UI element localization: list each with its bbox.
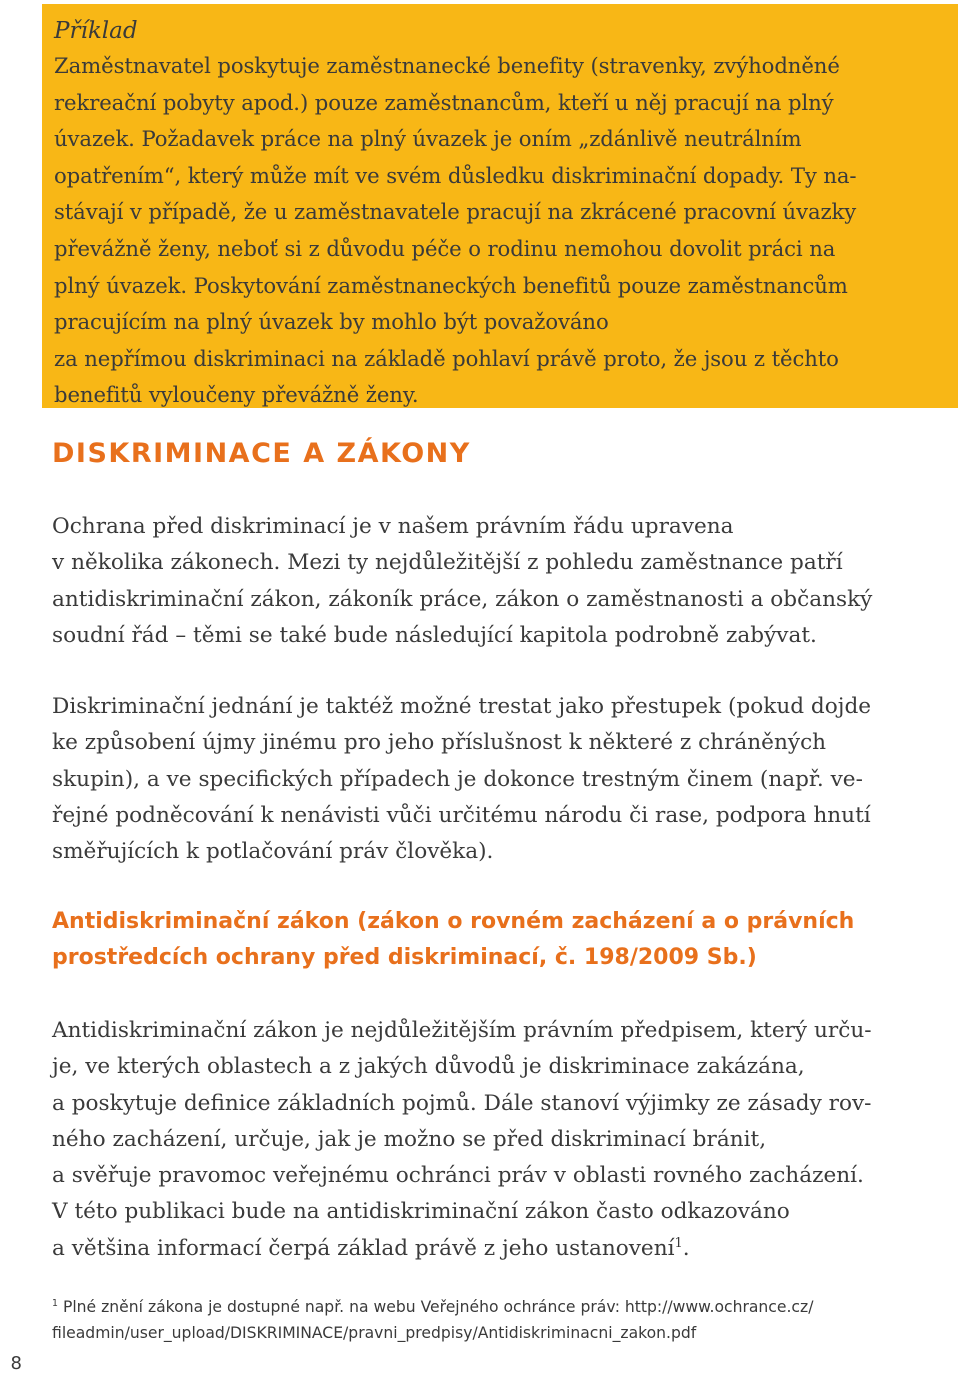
footnote-link-line[interactable]: fileadmin/user_upload/DISKRIMINACE/pravni_predpisy/Antidiskriminacni_zakon.pdf <box>52 1324 697 1342</box>
paragraph-line: Ochrana před diskriminací je v našem právním řádu upravena <box>52 514 734 539</box>
paragraph-line: a většina informací čerpá základ právě z jeho ustanovení <box>52 1235 675 1261</box>
paragraph-line: v několika zákonech. Mezi ty nejdůležitější z pohledu zaměstnance patří <box>52 550 843 576</box>
example-line: pracujícím na plný úvazek by mohlo být považováno <box>54 309 609 335</box>
example-line: rekreační pobyty apod.) pouze zaměstnancům, kteří u něj pracují na plný <box>54 89 834 115</box>
paragraph-line: ného zacházení, určuje, jak je možno se před diskriminací bránit, <box>52 1126 767 1152</box>
example-line: opatřením“, který může mít ve svém důsledku diskriminační dopady. Ty na- <box>54 162 857 188</box>
section-heading: DISKRIMINACE A ZÁKONY <box>52 438 471 469</box>
paragraph-line: skupin), a ve specifických případech je dokonce trestným činem (např. ve- <box>52 766 863 792</box>
paragraph-line: je, ve kterých oblastech a z jakých důvodů je diskriminace zakázána, <box>52 1054 805 1080</box>
example-line: Zaměstnavatel poskytuje zaměstnanecké benefity (stravenky, zvýhodněné <box>54 53 840 78</box>
paragraph-misdemeanor <box>52 689 956 870</box>
example-line: stávají v případě, že u zaměstnavatele pracují na zkrácené pracovní úvazky <box>54 199 857 225</box>
subheading-line: prostředcích ochrany před diskriminací, č. 198/2009 Sb.) <box>52 945 757 970</box>
paragraph-line: směřujících k potlačování práv člověka). <box>52 839 494 865</box>
paragraph-line: soudní řád – těmi se také bude následující kapitola podrobně zabývat. <box>52 622 817 648</box>
example-line: převážně ženy, neboť si z důvodu péče o rodinu nemohou dovolit práci na <box>54 235 836 261</box>
footnote-reference[interactable]: 1 <box>674 1235 683 1251</box>
paragraph-line: Diskriminační jednání je taktéž možné trestat jako přestupek (pokud dojde <box>52 694 872 719</box>
paragraph-protection <box>52 509 956 654</box>
paragraph-line: Antidiskriminační zákon je nejdůležitějším právním předpisem, který urču- <box>52 1018 872 1043</box>
paragraph-line: a svěřuje pravomoc veřejnému ochránci práv v oblasti rovného zacházení. <box>52 1163 864 1189</box>
example-line: benefitů vyloučeny převážně ženy. <box>54 382 419 408</box>
paragraph-antidiscrimination-act: Antidiskriminační zákon je nejdůležitějším právním předpisem, který urču- je, ve kterých oblastech a z jakých důvodů je diskriminace zakázána, a poskytuje definice základních pojmů. Dále stanoví výjimky ze zásady rov- ného zacházení, určuje, jak je možno se před diskriminací bránit, a svěřuje pravomoc veřejnému ochránci práv v oblasti rovného zacházení. V této publikaci bude na antidiskriminační zákon často odkazováno a většina informací čerpá základ právě z jeho ustanovení$^1$. <box>52 1018 872 1261</box>
example-line: za nepřímou diskriminaci na základě pohlaví právě proto, že jsou z těchto <box>54 345 839 371</box>
example-line: plný úvazek. Poskytování zaměstnaneckých benefitů pouze zaměstnancům <box>54 272 848 298</box>
footnote-marker: 1 <box>52 1297 58 1309</box>
subsection-heading <box>52 904 952 976</box>
paragraph-line: a poskytuje definice základních pojmů. Dále stanoví výjimky ze zásady rov- <box>52 1090 872 1116</box>
example-line: úvazek. Požadavek práce na plný úvazek je oním „zdánlivě neutrálním <box>54 126 802 152</box>
page-number: 8 <box>10 1353 22 1374</box>
footnote <box>52 1294 956 1346</box>
subheading-line: Antidiskriminační zákon (zákon o rovném zacházení a o právních <box>52 909 855 934</box>
paragraph-line: antidiskriminační zákon, zákoník práce, zákon o zaměstnanosti a občanský <box>52 586 873 612</box>
example-box <box>42 4 958 408</box>
paragraph-line: V této publikaci bude na antidiskriminační zákon často odkazováno <box>52 1199 790 1225</box>
footnote-line: Plné znění zákona je dostupné např. na webu Veřejného ochránce práv: http://www.ochrance.cz/ <box>62 1298 814 1316</box>
paragraph-line: řejné podněcování k nenávisti vůči určitému národu či rase, podpora hnutí <box>52 802 871 828</box>
example-text <box>54 48 958 414</box>
paragraph-line: ke způsobení újmy jinému pro jeho příslušnost k některé z chráněných <box>52 730 827 756</box>
example-title: Příklad <box>54 18 138 44</box>
